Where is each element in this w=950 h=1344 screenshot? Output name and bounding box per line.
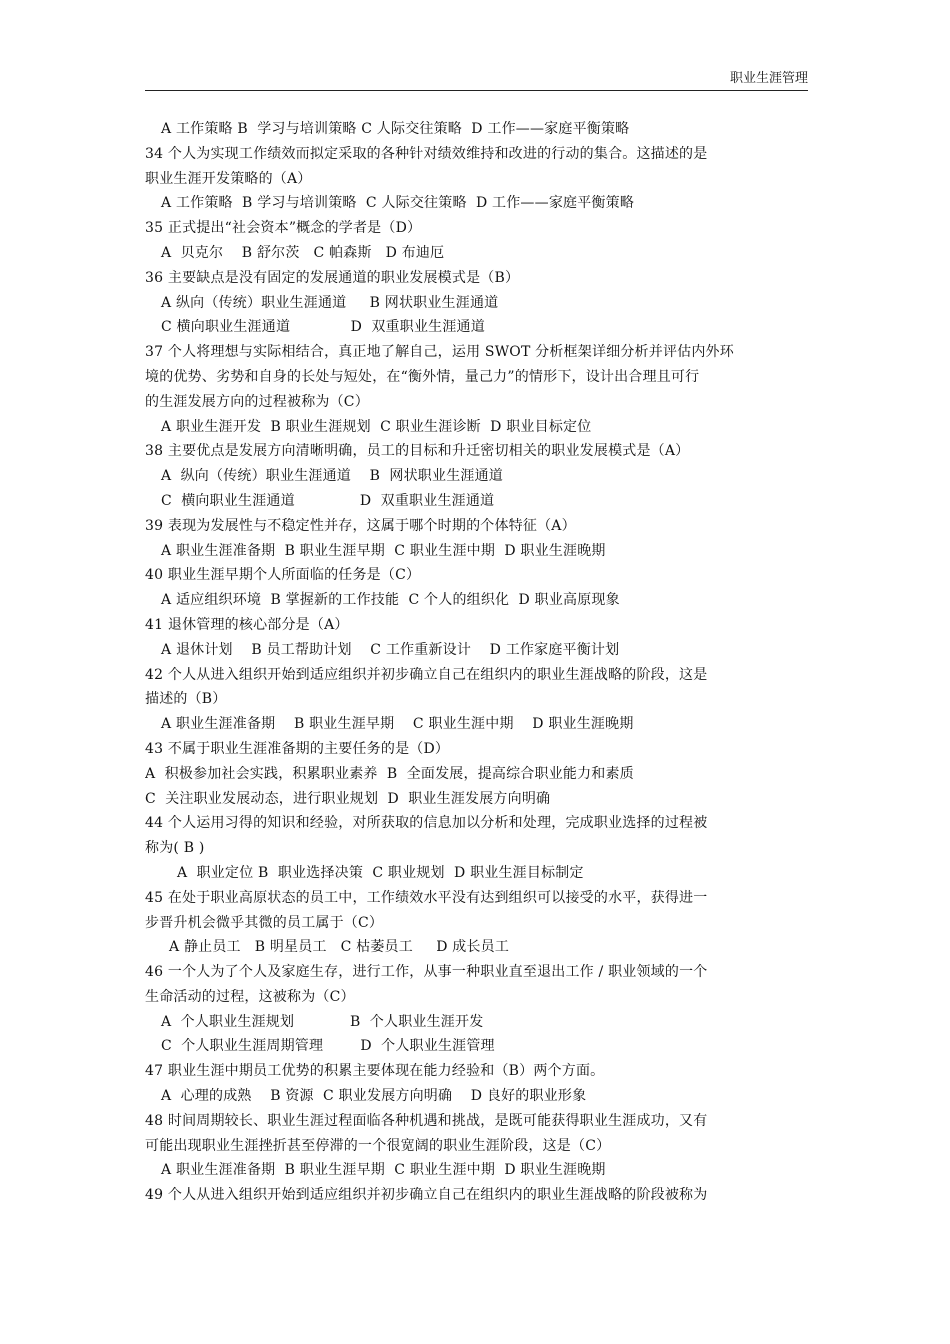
option-line: C 横向职业生涯通道 D 双重职业生涯通道 bbox=[161, 319, 485, 336]
page-header bbox=[145, 72, 808, 91]
question-line: 41 退休管理的核心部分是（A） bbox=[145, 616, 349, 633]
option-line: A 职业生涯准备期 B 职业生涯早期 C 职业生涯中期 D 职业生涯晚期 bbox=[161, 716, 634, 733]
question-line: 39 表现为发展性与不稳定性并存，这属于哪个时期的个体特征（A） bbox=[145, 517, 576, 534]
question-line: 42 个人从进入组织开始到适应组织并初步确立自己在组织内的职业生涯战略的阶段，这是 bbox=[145, 666, 708, 683]
question-line: 职业生涯开发策略的（A） bbox=[145, 170, 312, 187]
option-line: A 个人职业生涯规划 B 个人职业生涯开发 bbox=[161, 1013, 484, 1030]
option-line: A 纵向（传统）职业生涯通道 B 网状职业生涯通道 bbox=[161, 468, 503, 485]
option-line: A 静止员工 B 明星员工 C 枯萎员工 D 成长员工 bbox=[169, 939, 510, 956]
question-line: 43 不属于职业生涯准备期的主要任务的是（D） bbox=[145, 740, 450, 757]
question-line: 称为( B ) bbox=[145, 840, 205, 857]
question-line: 34 个人为实现工作绩效而拟定采取的各种针对绩效维持和改进的行动的集合。这描述的是 bbox=[145, 145, 708, 162]
question-line: 的生涯发展方向的过程被称为（C） bbox=[145, 393, 369, 410]
question-line: 生命活动的过程，这被称为（C） bbox=[145, 988, 355, 1005]
option-line: A 工作策略 B 学习与培训策略 C 人际交往策略 D 工作——家庭平衡策略 bbox=[161, 121, 630, 137]
option-line: C 横向职业生涯通道 D 双重职业生涯通道 bbox=[161, 492, 495, 509]
option-line: A 退休计划 B 员工帮助计划 C 工作重新设计 D 工作家庭平衡计划 bbox=[161, 641, 620, 658]
option-line: C 关注职业发展动态，进行职业规划 D 职业生涯发展方向明确 bbox=[145, 790, 551, 807]
option-line: A 职业生涯准备期 B 职业生涯早期 C 职业生涯中期 D 职业生涯晚期 bbox=[161, 542, 606, 559]
question-line: 45 在处于职业高原状态的员工中，工作绩效水平没有达到组织可以接受的水平，获得进一 bbox=[145, 889, 708, 906]
question-line: 40 职业生涯早期个人所面临的任务是（C） bbox=[145, 567, 421, 584]
question-line: 38 主要优点是发展方向清晰明确，员工的目标和升迁密切相关的职业发展模式是（A） bbox=[145, 443, 690, 460]
option-line: A 心理的成熟 B 资源 C 职业发展方向明确 D 良好的职业形象 bbox=[161, 1088, 587, 1105]
question-line: 47 职业生涯中期员工优势的积累主要体现在能力经验和（B）两个方面。 bbox=[145, 1063, 605, 1080]
header-title: 职业生涯管理 bbox=[729, 71, 808, 86]
option-line: C 个人职业生涯周期管理 D 个人职业生涯管理 bbox=[161, 1038, 495, 1055]
option-line: A 积极参加社会实践，积累职业素养 B 全面发展，提高综合职业能力和素质 bbox=[145, 765, 634, 782]
option-line: A 适应组织环境 B 掌握新的工作技能 C 个人的组织化 D 职业高原现象 bbox=[161, 592, 620, 609]
question-line: 描述的（B） bbox=[145, 691, 227, 708]
option-line: A 工作策略 B 学习与培训策略 C 人际交往策略 D 工作——家庭平衡策略 bbox=[161, 195, 635, 212]
question-line: 35 正式提出“社会资本”概念的学者是（D） bbox=[145, 220, 422, 237]
question-line: 36 主要缺点是没有固定的发展通道的职业发展模式是（B） bbox=[145, 269, 520, 286]
question-line: 37 个人将理想与实际相结合，真正地了解自己，运用 SWOT 分析框架详细分析并评估内外环 bbox=[145, 344, 734, 361]
question-line: 48 时间周期较长、职业生涯过程面临各种机遇和挑战，是既可能获得职业生涯成功，又有 bbox=[145, 1112, 708, 1129]
option-line: A 贝克尔 B 舒尔茨 C 帕森斯 D 布迪厄 bbox=[161, 244, 445, 261]
question-line: 49 个人从进入组织开始到适应组织并初步确立自己在组织内的职业生涯战略的阶段被称为 bbox=[145, 1187, 708, 1204]
question-line: 境的优势、劣势和自身的长处与短处，在“衡外情，量己力”的情形下，设计出合理且可行 bbox=[145, 368, 700, 385]
document-body bbox=[145, 117, 810, 1208]
question-line: 46 一个人为了个人及家庭生存，进行工作，从事一种职业直至退出工作 / 职业领域的一个 bbox=[145, 964, 708, 981]
option-line: A 职业生涯开发 B 职业生涯规划 C 职业生涯诊断 D 职业目标定位 bbox=[161, 418, 592, 435]
question-line: 44 个人运用习得的知识和经验，对所获取的信息加以分析和处理，完成职业选择的过程被 bbox=[145, 815, 708, 832]
option-line: A 纵向（传统）职业生涯通道 B 网状职业生涯通道 bbox=[161, 294, 499, 311]
question-line: 可能出现职业生涯挫折甚至停滞的一个很宽阔的职业生涯阶段，这是（C） bbox=[145, 1137, 611, 1154]
option-line: A 职业生涯准备期 B 职业生涯早期 C 职业生涯中期 D 职业生涯晚期 bbox=[161, 1162, 606, 1179]
option-line: A 职业定位 B 职业选择决策 C 职业规划 D 职业生涯目标制定 bbox=[177, 864, 584, 881]
question-line: 步晋升机会微乎其微的员工属于（C） bbox=[145, 914, 384, 931]
